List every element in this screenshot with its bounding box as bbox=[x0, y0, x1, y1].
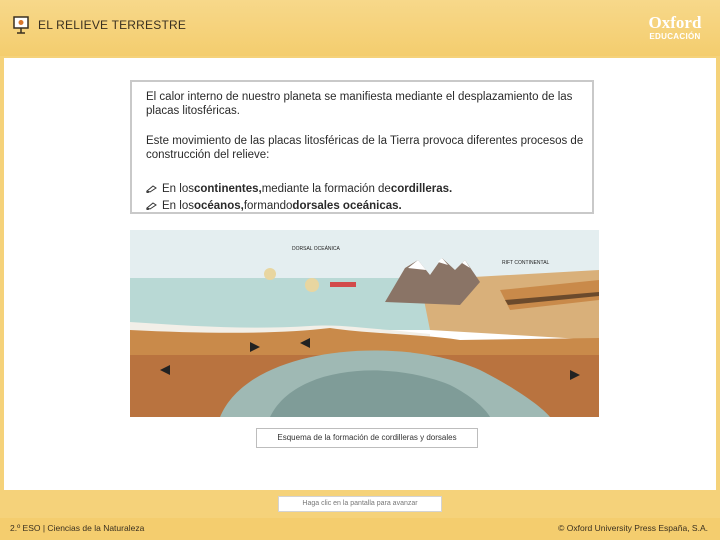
bullet-text-mid: mediante la formación de bbox=[261, 182, 391, 195]
bullet-bold: océanos, bbox=[193, 199, 244, 212]
bullet-bold: cordilleras. bbox=[390, 182, 453, 195]
logo-subtitle: EDUCACIÓN bbox=[649, 32, 701, 41]
text-panel bbox=[130, 80, 594, 214]
presentation-icon bbox=[13, 16, 29, 34]
bullet-text-mid: formando bbox=[243, 199, 293, 212]
list-item bbox=[146, 180, 452, 197]
logo-name: Oxford bbox=[648, 13, 702, 32]
course-label: 2.º ESO | Ciencias de la Naturaleza bbox=[10, 523, 145, 533]
pencil-bullet-icon bbox=[146, 202, 158, 210]
tree-1 bbox=[264, 268, 276, 280]
intro-paragraph: El calor interno de nuestro planeta se manifiesta mediante el desplazamiento de las placas litosféricas. bbox=[146, 91, 573, 117]
process-paragraph: Este movimiento de las placas litosféricas de la Tierra provoca diferentes procesos de construcción del relieve: bbox=[146, 135, 584, 161]
bullet-bold: dorsales oceánicas. bbox=[292, 199, 402, 212]
footer-bar bbox=[0, 518, 720, 540]
list-item bbox=[146, 197, 452, 214]
bullet-text-pre: En los bbox=[162, 199, 194, 212]
page-title: EL RELIEVE TERRESTRE bbox=[38, 18, 187, 32]
oxford-logo bbox=[644, 14, 706, 41]
tectonic-illustration bbox=[130, 230, 599, 417]
label-dorsal: DORSAL OCEÁNICA bbox=[292, 246, 340, 252]
tree-2 bbox=[305, 278, 319, 292]
bullet-text-pre: En los bbox=[162, 182, 194, 195]
pencil-bullet-icon bbox=[146, 185, 158, 193]
header-bar bbox=[0, 0, 720, 56]
bullet-list bbox=[146, 180, 452, 214]
advance-hint[interactable]: Haga clic en la pantalla para avanzar bbox=[278, 496, 442, 512]
figure-caption: Esquema de la formación de cordilleras y dorsales bbox=[256, 428, 478, 448]
copyright: © Oxford University Press España, S.A. bbox=[558, 523, 708, 533]
bullet-bold: continentes, bbox=[193, 182, 262, 195]
label-rift: RIFT CONTINENTAL bbox=[502, 260, 550, 266]
ship bbox=[330, 282, 356, 287]
